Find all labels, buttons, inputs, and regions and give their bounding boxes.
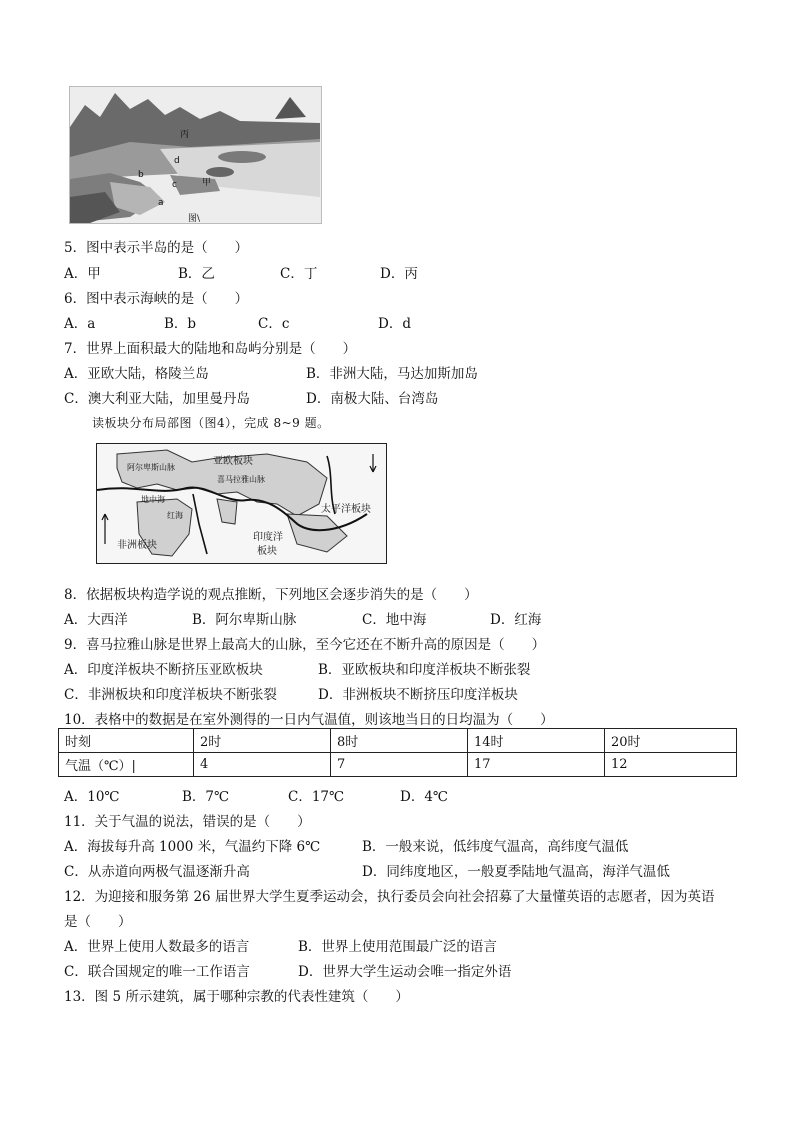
- q7-option-d[interactable]: D．南极大陆、台湾岛: [306, 391, 439, 407]
- q13-stem: 13．图 5 所示建筑，属于哪种宗教的代表性建筑（ ）: [64, 989, 409, 1005]
- intro-q8-9: 读板块分布局部图（图4），完成 8~9 题。: [92, 416, 330, 430]
- q6-stem: 6．图中表示海峡的是（ ）: [64, 291, 249, 307]
- landform-figure: [69, 86, 322, 224]
- q11-option-b[interactable]: B．一般来说，低纬度气温高，高纬度气温低: [362, 839, 629, 855]
- q7-option-c[interactable]: C．澳大利亚大陆，加里曼丹岛: [64, 391, 250, 407]
- label-a: a: [158, 198, 164, 208]
- q12-option-c[interactable]: C．联合国规定的唯一工作语言: [64, 964, 250, 980]
- table-header-cell: 20时: [605, 729, 737, 753]
- table-header-row: [59, 729, 737, 753]
- q5-option-b[interactable]: B．乙: [178, 266, 215, 282]
- q12-option-b[interactable]: B．世界上使用范围最广泛的语言: [298, 939, 497, 955]
- figure1-caption: 图\: [188, 214, 201, 223]
- q6-option-a[interactable]: A．a: [64, 316, 96, 332]
- q12-option-d[interactable]: D．世界大学生运动会唯一指定外语: [298, 964, 512, 980]
- q9-stem: 9．喜马拉雅山脉是世界上最高大的山脉，至今它还在不断升高的原因是（ ）: [64, 637, 546, 653]
- table-header-cell: 14时: [468, 729, 605, 753]
- label-african-plate: 非洲板块: [117, 540, 157, 551]
- q10-option-a[interactable]: A．10℃: [64, 789, 120, 805]
- q11-stem: 11．关于气温的说法，错误的是（ ）: [64, 814, 311, 830]
- q8-stem: 8．依据板块构造学说的观点推断，下列地区会逐步消失的是（ ）: [64, 587, 478, 603]
- temperature-table: [58, 728, 737, 777]
- q12-option-a[interactable]: A．世界上使用人数最多的语言: [64, 939, 250, 955]
- table-header-cell: 8时: [331, 729, 468, 753]
- q10-stem: 10．表格中的数据是在室外测得的一日内气温值，则该地当日的日均温为（ ）: [64, 712, 554, 728]
- q12-stem-line2: 是（ ）: [64, 914, 132, 930]
- label-jia: 甲: [202, 178, 212, 188]
- table-cell: 4: [194, 753, 331, 777]
- table-cell: 17: [468, 753, 605, 777]
- label-mediterranean: 地中海: [141, 495, 165, 504]
- q9-option-d[interactable]: D．非洲板块不断挤压印度洋板块: [318, 687, 518, 703]
- q9-option-c[interactable]: C．非洲板块和印度洋板块不断张裂: [64, 687, 277, 703]
- table-header-cell: 2时: [194, 729, 331, 753]
- label-c: c: [172, 180, 177, 190]
- label-bing: 丙: [180, 130, 190, 140]
- q10-option-d[interactable]: D．4℃: [400, 789, 449, 805]
- q6-option-b[interactable]: B．b: [164, 316, 197, 332]
- q7-option-b[interactable]: B．非洲大陆，马达加斯加岛: [306, 366, 478, 382]
- q8-option-a[interactable]: A．大西洋: [64, 612, 128, 628]
- q10-option-b[interactable]: B．7℃: [182, 789, 230, 805]
- q11-option-c[interactable]: C．从赤道向两极气温逐渐升高: [64, 864, 250, 880]
- q9-option-a[interactable]: A．印度洋板块不断挤压亚欧板块: [64, 662, 263, 678]
- q11-option-a[interactable]: A．海拔每升高 1000 米，气温约下降 6℃: [64, 839, 321, 855]
- q10-option-c[interactable]: C．17℃: [288, 789, 345, 805]
- label-d: d: [174, 156, 180, 166]
- label-indian-plate-line1: 印度洋: [253, 532, 283, 543]
- table-header-cell: 时刻: [59, 729, 194, 753]
- q8-option-c[interactable]: C．地中海: [362, 612, 427, 628]
- table-row: [59, 753, 737, 777]
- q6-option-c[interactable]: C．c: [258, 316, 290, 332]
- q5-option-c[interactable]: C．丁: [280, 266, 318, 282]
- table-cell: 7: [331, 753, 468, 777]
- table-cell: 12: [605, 753, 737, 777]
- q8-option-b[interactable]: B．阿尔卑斯山脉: [192, 612, 297, 628]
- q7-option-a[interactable]: A．亚欧大陆，格陵兰岛: [64, 366, 209, 382]
- label-indian-plate-line2: 板块: [257, 546, 277, 557]
- q9-option-b[interactable]: B．亚欧板块和印度洋板块不断张裂: [318, 662, 531, 678]
- q7-stem: 7．世界上面积最大的陆地和岛屿分别是（ ）: [64, 341, 357, 357]
- q11-option-d[interactable]: D．同纬度地区，一般夏季陆地气温高，海洋气温低: [362, 864, 670, 880]
- q5-option-d[interactable]: D．丙: [380, 266, 418, 282]
- plate-map-figure: [96, 443, 387, 564]
- label-pacific-plate: 太平洋板块: [321, 504, 371, 515]
- q12-stem-line1: 12．为迎接和服务第 26 届世界大学生夏季运动会，执行委员会向社会招募了大量懂英语的志愿者，因为英语: [64, 889, 715, 905]
- table-cell: 气温（℃）|: [59, 753, 194, 777]
- q5-option-a[interactable]: A．甲: [64, 266, 101, 282]
- label-b: b: [138, 170, 144, 180]
- q6-option-d[interactable]: D．d: [378, 316, 411, 332]
- label-alps: 阿尔卑斯山脉: [127, 463, 175, 472]
- q8-option-d[interactable]: D．红海: [490, 612, 542, 628]
- label-eurasia-plate: 亚欧板块: [213, 456, 253, 467]
- q5-stem: 5．图中表示半岛的是（ ）: [64, 240, 249, 256]
- label-himalaya: 喜马拉雅山脉: [217, 475, 265, 484]
- label-red-sea: 红海: [167, 511, 183, 520]
